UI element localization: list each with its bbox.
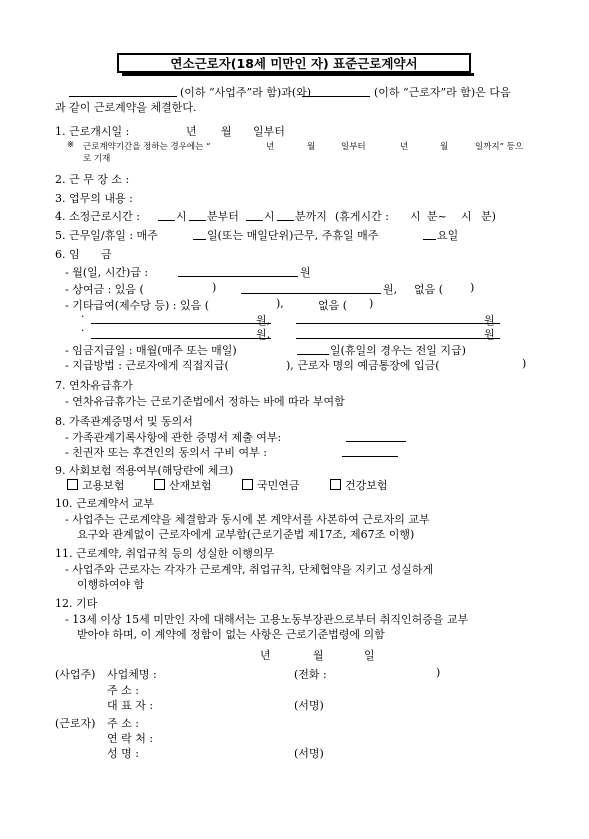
employer-phone-label: (전화 : bbox=[294, 668, 327, 681]
insurance-option-accident[interactable]: 산재보험 bbox=[154, 477, 212, 493]
note-year-2: 년 bbox=[400, 142, 409, 152]
start-month: 월 bbox=[221, 125, 232, 138]
pay-method-mid: ), 근로자 명의 예금통장에 입금( bbox=[286, 359, 440, 372]
end-hour-blank[interactable] bbox=[246, 210, 263, 221]
break-hour-2: 시 bbox=[461, 210, 472, 223]
work-days-blank[interactable] bbox=[193, 229, 206, 240]
note-year: 년 bbox=[266, 142, 275, 152]
section-9-label: 9. 사회보험 적용여부(해당란에 체크) bbox=[55, 464, 234, 477]
employer-tag: (사업주) bbox=[55, 668, 96, 681]
employer-name-blank[interactable] bbox=[69, 86, 177, 97]
wage-unit: 원 bbox=[300, 266, 311, 279]
worker-name-label: 성 명 : bbox=[107, 747, 139, 760]
bonus-none-close: ) bbox=[470, 281, 475, 294]
family-cert-blank[interactable] bbox=[346, 431, 406, 442]
other-pay-none-close: ) bbox=[369, 297, 374, 310]
employer-address-label: 주 소 : bbox=[107, 684, 139, 697]
guardian-consent-label: - 친권자 또는 후견인의 동의서 구비 여부 : bbox=[65, 446, 267, 459]
employer-biz-name-label: 사업체명 : bbox=[107, 668, 157, 681]
payday-blank[interactable] bbox=[297, 344, 329, 355]
section-7-text: - 연차유급휴가는 근로기준법에서 정하는 바에 따라 부여함 bbox=[65, 395, 345, 408]
bonus-close: ) bbox=[212, 281, 217, 294]
break-minute: 분~ bbox=[427, 210, 447, 223]
payday-text: 일(휴일의 경우는 전일 지급) bbox=[330, 344, 466, 357]
other-pay-mid: ), bbox=[276, 297, 284, 310]
weekly-holiday-blank[interactable] bbox=[423, 229, 436, 240]
other-pay-label: - 기타급여(제수당 등) : 있음 ( bbox=[65, 299, 210, 312]
section-2-label: 2. 근 무 장 소 : bbox=[55, 173, 130, 186]
start-minute-unit: 분부터 bbox=[207, 210, 239, 223]
other-item-2-unit: 원 bbox=[484, 314, 495, 327]
intro-text-1: (이하 “사업주”라 함)과(와) bbox=[180, 86, 312, 99]
checkbox[interactable] bbox=[154, 479, 165, 490]
end-minute-unit: 분까지 bbox=[295, 210, 327, 223]
bonus-amount-blank[interactable] bbox=[241, 283, 381, 294]
note-month: 월 bbox=[307, 142, 316, 152]
family-cert-label: - 가족관계기록사항에 관한 증명서 제출 여부: bbox=[65, 431, 282, 444]
other-item-1-unit: 원, bbox=[256, 314, 271, 327]
document-title: 연소근로자(18세 미만인 자) 표준근로계약서 bbox=[117, 53, 471, 73]
bonus-none: 없음 ( bbox=[414, 283, 444, 296]
note-day-from: 일부터 bbox=[341, 142, 366, 152]
section-11-label: 11. 근로계약, 취업규칙 등의 성실한 이행의무 bbox=[55, 547, 275, 560]
checkbox[interactable] bbox=[67, 479, 78, 490]
worker-name-blank[interactable] bbox=[302, 86, 370, 97]
section-7-label: 7. 연차유급휴가 bbox=[55, 379, 133, 392]
sign-date-month: 월 bbox=[313, 649, 324, 662]
bonus-unit: 원, bbox=[383, 283, 398, 296]
wage-label: - 월(일, 시간)급 : bbox=[65, 266, 149, 279]
employer-rep-label: 대 표 자 : bbox=[107, 699, 154, 712]
worker-address-label: 주 소 : bbox=[107, 717, 139, 730]
break-hour: 시 bbox=[410, 210, 421, 223]
checkbox[interactable] bbox=[330, 479, 341, 490]
section-4-label: 4. 소정근로시간 : bbox=[55, 210, 140, 223]
note-text: 근로계약기간을 정하는 경우에는 “ bbox=[83, 142, 211, 152]
weekly-holiday-unit: 요일 bbox=[437, 229, 459, 242]
intro-text-3: 과 같이 근로계약을 체결한다. bbox=[55, 101, 197, 114]
section-12-line-2: 받아야 하며, 이 계약에 정함이 없는 사항은 근로기준법령에 의함 bbox=[77, 628, 385, 641]
worker-contact-label: 연 락 처 : bbox=[107, 732, 154, 745]
insurance-option-pension[interactable]: 국민연금 bbox=[242, 477, 300, 493]
section-6-label: 6. 임 bbox=[55, 248, 80, 261]
other-item-3-blank[interactable] bbox=[91, 328, 271, 339]
insurance-option-employment[interactable]: 고용보험 bbox=[67, 477, 125, 493]
pay-method-close: ) bbox=[522, 357, 527, 370]
worker-tag: (근로자) bbox=[55, 717, 96, 730]
other-item-dot-2: · bbox=[81, 324, 85, 337]
other-item-2-blank[interactable] bbox=[296, 313, 500, 324]
section-11-line-2: 이행하여야 함 bbox=[77, 578, 145, 591]
note-until: 일까지” 등으 bbox=[475, 142, 524, 152]
start-hour-unit: 시 bbox=[176, 210, 187, 223]
bonus-label: - 상여금 : 있음 ( bbox=[65, 283, 144, 296]
break-label: (휴게시간 : bbox=[335, 210, 389, 223]
section-10-line-1: - 사업주는 근로계약을 체결함과 동시에 본 계약서를 사본하여 근로자의 교부 bbox=[65, 513, 430, 526]
section-10-line-2: 요구와 관계없이 근로자에게 교부함(근로기준법 제17조, 제67조 이행) bbox=[77, 528, 415, 541]
worker-sign: (서명) bbox=[294, 747, 324, 760]
start-year: 년 bbox=[186, 125, 197, 138]
employer-phone-close: ) bbox=[436, 666, 441, 679]
insurance-option-health[interactable]: 건강보험 bbox=[330, 477, 388, 493]
other-item-3-unit: 원, bbox=[256, 328, 271, 341]
section-12-line-1: - 13세 이상 15세 미만인 자에 대해서는 고용노동부장관으로부터 취직인허증을 교부 bbox=[65, 613, 469, 626]
end-hour-unit: 시 bbox=[264, 210, 275, 223]
start-day: 일부터 bbox=[253, 125, 285, 138]
sign-date-year: 년 bbox=[260, 649, 271, 662]
other-item-4-unit: 원 bbox=[484, 328, 495, 341]
work-days-text: 일(또는 매일단위)근무, 주휴일 매주 bbox=[207, 229, 379, 242]
sign-date-day: 일 bbox=[364, 649, 375, 662]
end-minute-blank[interactable] bbox=[277, 210, 294, 221]
pay-method-label: - 지급방법 : 근로자에게 직접지급( bbox=[65, 359, 229, 372]
start-minute-blank[interactable] bbox=[189, 210, 206, 221]
section-1-label: 1. 근로개시일 : bbox=[55, 125, 130, 138]
start-hour-blank[interactable] bbox=[158, 210, 175, 221]
section-6-label-2: 금 bbox=[101, 248, 112, 261]
section-12-label: 12. 기타 bbox=[55, 597, 98, 610]
note-mark: ※ bbox=[67, 140, 75, 150]
checkbox[interactable] bbox=[242, 479, 253, 490]
other-item-4-blank[interactable] bbox=[296, 328, 500, 339]
other-pay-none: 없음 ( bbox=[318, 299, 348, 312]
note-line-2: 로 기재 bbox=[83, 154, 111, 164]
section-11-line-1: - 사업주와 근로자는 각자가 근로계약, 취업규칙, 단체협약을 지키고 성실하게 bbox=[65, 563, 434, 576]
note-month-2: 월 bbox=[440, 142, 449, 152]
payday-label: - 임금지급일 : 매월(매주 또는 매일) bbox=[65, 344, 237, 357]
employer-sign: (서명) bbox=[294, 699, 324, 712]
section-8-label: 8. 가족관계증명서 및 동의서 bbox=[55, 415, 193, 428]
section-10-label: 10. 근로계약서 교부 bbox=[55, 497, 154, 510]
break-end: 분) bbox=[481, 210, 496, 223]
guardian-consent-blank[interactable] bbox=[342, 446, 398, 457]
intro-text-2: (이하 “근로자”라 함)은 다음 bbox=[374, 86, 511, 99]
section-3-label: 3. 업무의 내용 : bbox=[55, 192, 133, 205]
other-item-dot-1: · bbox=[81, 310, 85, 323]
section-5-label: 5. 근무일/휴일 : 매주 bbox=[55, 229, 158, 242]
other-item-1-blank[interactable] bbox=[91, 313, 271, 324]
wage-amount-blank[interactable] bbox=[178, 266, 298, 277]
